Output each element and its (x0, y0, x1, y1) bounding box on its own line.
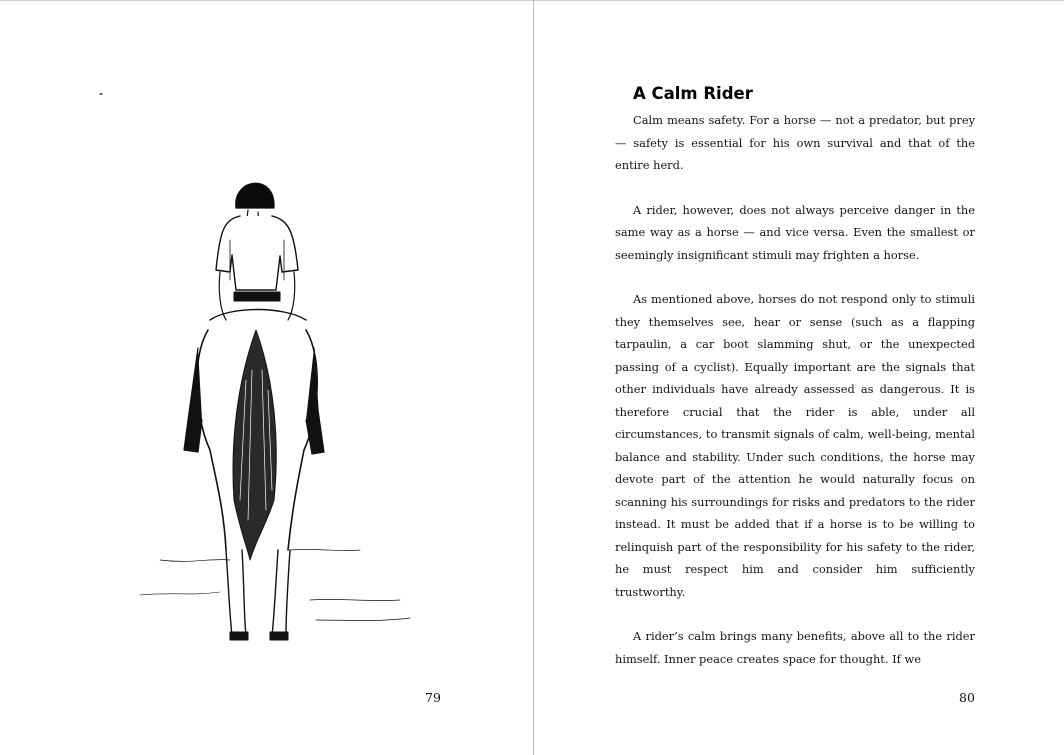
paragraph: Calm means safety. For a horse — not a predator, but prey — safety is essential for his own survival and that of the entire herd. (615, 113, 975, 172)
paragraph: A rider, however, does not always perceive danger in the same way as a horse — and vice versa. Even the smallest or seemingly insignificant stimuli may frighten a horse. (615, 202, 975, 262)
page-number: 79 (425, 690, 441, 705)
right-page (534, 0, 1064, 755)
page-number: 80 (959, 690, 975, 705)
horse-and-rider-illustration (80, 80, 440, 650)
paragraph: As mentioned above, horses do not respond only to stimuli they themselves see, hear or sense (such as a flapping tarpaulin, a car boot slamming shut, or the unexpected passing of a cyclist). Equally important are the signals that other individuals have already assessed as dangerous. It is therefore crucial that the rider is able, under all circumstances, to transmit signals of calm, well-being, mental balance and stability. Under such conditions, the horse may devote part of the attention he would naturally focus on scanning his surroundings for risks and predators to the rider instead. It must be added that if a horse is to be willing to relinquish part of the responsibility for his safety to the rider, he must respect him and consider him sufficiently trustworthy. (615, 292, 975, 599)
section-heading: A Calm Rider (633, 84, 753, 103)
paragraph: A rider’s calm brings many benefits, above all to the rider himself. Inner peace creates space for thought. If we (615, 629, 975, 666)
text-block (615, 84, 975, 670)
